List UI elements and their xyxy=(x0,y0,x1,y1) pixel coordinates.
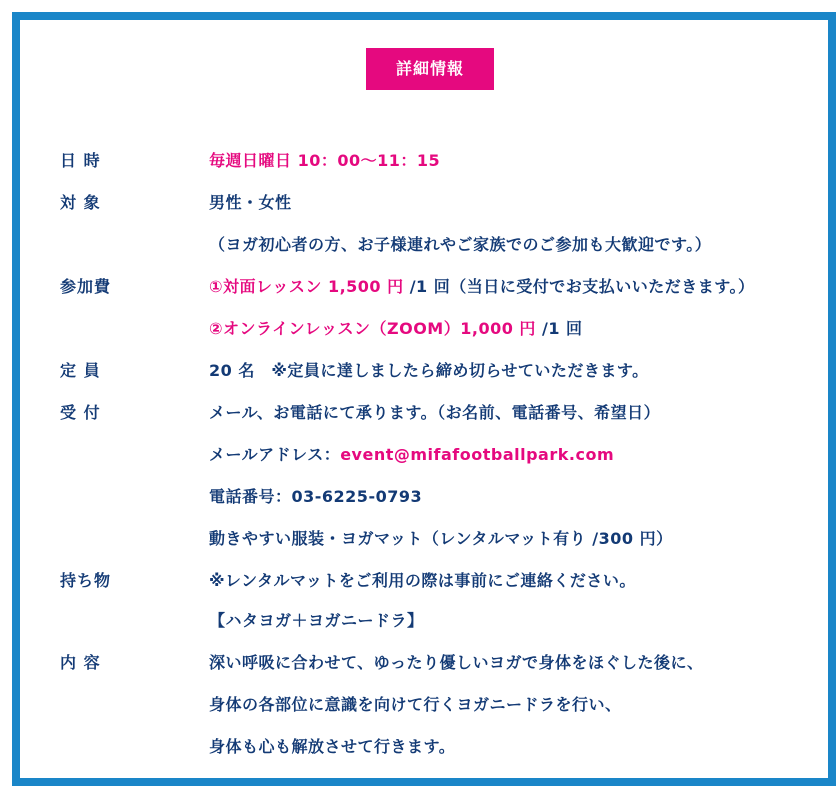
belongings-pre: 動きやすい服装・ヨガマット（レンタルマット有り /300 円） xyxy=(209,529,673,548)
schedule-value: 毎週日曜日 10：00〜11：15 xyxy=(209,151,441,170)
target-value: 男性・女性 xyxy=(209,193,292,212)
capacity-label: 定 員 xyxy=(60,361,101,380)
belongings-label: 持ち物 xyxy=(60,571,112,590)
fee-line-2-main: ②オンラインレッスン（ZOOM）1,000 円 xyxy=(209,319,536,338)
mail-address-link[interactable]: event@mifafootballpark.com xyxy=(340,445,615,464)
content-label: 内 容 xyxy=(60,653,101,672)
fee-label: 参加費 xyxy=(60,277,112,296)
fee-line-2 xyxy=(209,314,583,344)
schedule-label: 日 時 xyxy=(60,151,101,170)
content-line-3: 身体も心も解放させて行きます。 xyxy=(209,737,456,756)
fee-line-1-rest: /1 回（当日に受付でお支払いいただきます。） xyxy=(403,277,755,296)
mail-label: メールアドレス： xyxy=(209,445,341,464)
capacity-value: 20 名 ※定員に達しましたら締め切らせていただきます。 xyxy=(209,361,649,380)
reception-line-1: メール、お電話にて承ります。（お名前、電話番号、希望日） xyxy=(209,403,661,422)
fee-line-1 xyxy=(209,272,754,302)
content-line-1: 深い呼吸に合わせて、ゆったり優しいヨガで身体をほぐした後に、 xyxy=(209,653,704,672)
reception-mail xyxy=(209,440,614,470)
reception-label: 受 付 xyxy=(60,403,101,422)
reception-phone: 電話番号：03-6225-0793 xyxy=(209,487,423,506)
section-title-badge: 詳細情報 xyxy=(366,48,494,90)
target-note: （ヨガ初心者の方、お子様連れやご家族でのご参加も大歓迎です。） xyxy=(209,235,712,254)
content-line-2: 身体の各部位に意識を向けて行くヨガニードラを行い、 xyxy=(209,695,622,714)
details-frame xyxy=(12,12,836,786)
content-title: 【ハタヨガ＋ヨガニードラ】 xyxy=(209,611,424,630)
target-label: 対 象 xyxy=(60,193,101,212)
fee-line-1-main: ①対面レッスン 1,500 円 xyxy=(209,277,404,296)
belongings-line-1: ※レンタルマットをご利用の際は事前にご連絡ください。 xyxy=(209,571,636,590)
fee-line-2-rest: /1 回 xyxy=(535,319,583,338)
